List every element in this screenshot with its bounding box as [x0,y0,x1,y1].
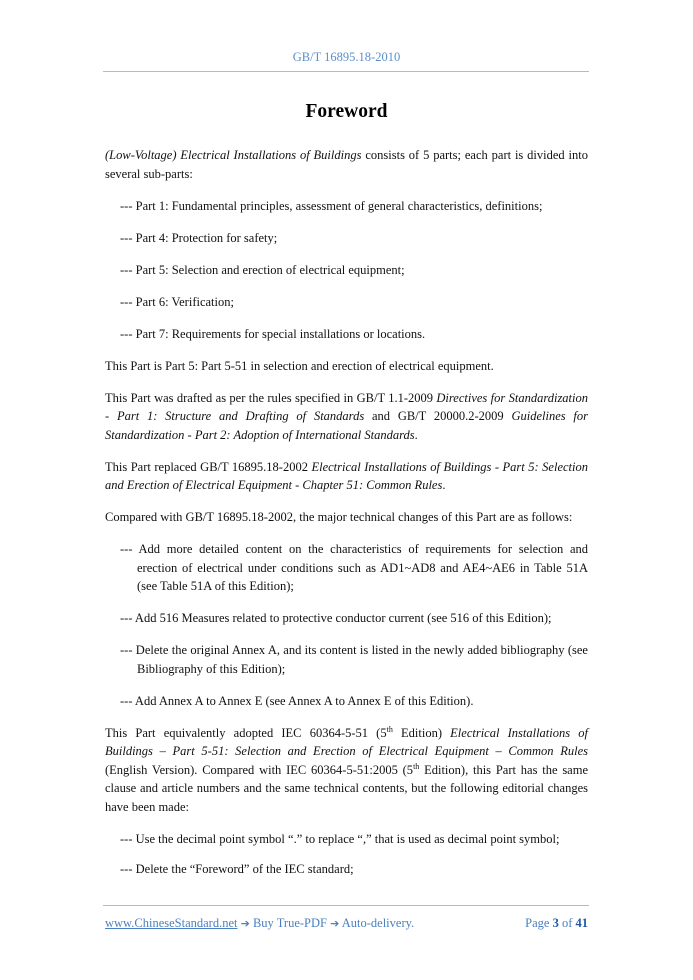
change-list-item: --- Add 516 Measures related to protective conductor current (see 516 of this Edition); [120,611,552,625]
document-id: GB/T 16895.18-2010 [292,50,401,64]
arrow-right-icon: ➔ [330,917,340,930]
intro-paragraph: (Low-Voltage) Electrical Installations of Buildings consists of 5 parts; each part is divided into several sub-parts: [105,148,588,181]
change-list-item: --- Add Annex A to Annex E (see Annex A to Annex E of this Edition). [120,693,474,708]
part-list-item: --- Part 1: Fundamental principles, assessment of general characteristics, definitions; [120,198,543,213]
change-list-item: --- Add more detailed content on the characteristics of requirements for selection and erection of electrical under conditions such as AD1~AD8 and AE4~AE6 in Table 51A (see Table 51A of this Edition); [120,542,588,593]
page-footer [105,916,588,934]
change-list-item: --- Delete the original Annex A, and its content is listed in the newly added bibliography (see Bibliography of this Edition); [120,643,588,676]
drafted-paragraph: This Part was drafted as per the rules specified in GB/T 1.1-2009 Directives for Standardization - Part 1: Structure and Drafting of Standards and GB/T 20000.2-2009 Guidelines for Standardization - Part 2: Adoption of International Standards. [105,390,588,442]
document-body [105,146,588,891]
adopted-paragraph: This Part equivalently adopted IEC 60364-5-51 (5th Edition) Electrical Installations of Buildings – Part 5-51: Selection and Erection of Electrical Equipment – Common Rules (English Version). Compared with IEC 60364-5-51:2005 (5th Edition), this Part has the same clause and article numbers and the same technical contents, but the following editorial changes have been made: [105,724,589,814]
part-list-item: --- Part 7: Requirements for special installations or locations. [120,326,426,341]
series-title: (Low-Voltage) Electrical Installations of Buildings [105,148,362,162]
footer-promo [105,916,414,931]
part-list-item: --- Part 5: Selection and erection of electrical equipment; [120,262,405,277]
replaced-paragraph: This Part replaced GB/T 16895.18-2002 Electrical Installations of Buildings - Part 5: Selection and Erection of Electrical Equipment - Chapter 51: Common Rules. [105,459,588,492]
current-page: 3 [552,916,559,930]
editorial-list-item: --- Use the decimal point symbol “.” to replace “,” that is used as decimal point symbol; [120,831,560,846]
header-divider [103,71,589,72]
footer-divider [103,905,589,906]
site-link[interactable]: www.ChineseStandard.net [105,916,238,930]
page-header [0,50,693,65]
delivery-text: Auto-delivery. [339,916,415,930]
total-pages: 41 [575,916,588,930]
editorial-list-item: --- Delete the “Foreword” of the IEC standard; [120,862,354,876]
arrow-right-icon: ➔ [240,917,250,930]
part-list-item: --- Part 4: Protection for safety; [120,230,278,245]
page-title: Foreword [305,101,388,122]
page-number: Page 3 of 41 [525,916,588,930]
buy-text: Buy True-PDF [249,916,331,930]
part-list-item: --- Part 6: Verification; [120,294,234,309]
compared-paragraph: Compared with GB/T 16895.18-2002, the major technical changes of this Part are as follows: [105,510,573,524]
this-part-paragraph: This Part is Part 5: Part 5-51 in selection and erection of electrical equipment. [105,358,494,373]
